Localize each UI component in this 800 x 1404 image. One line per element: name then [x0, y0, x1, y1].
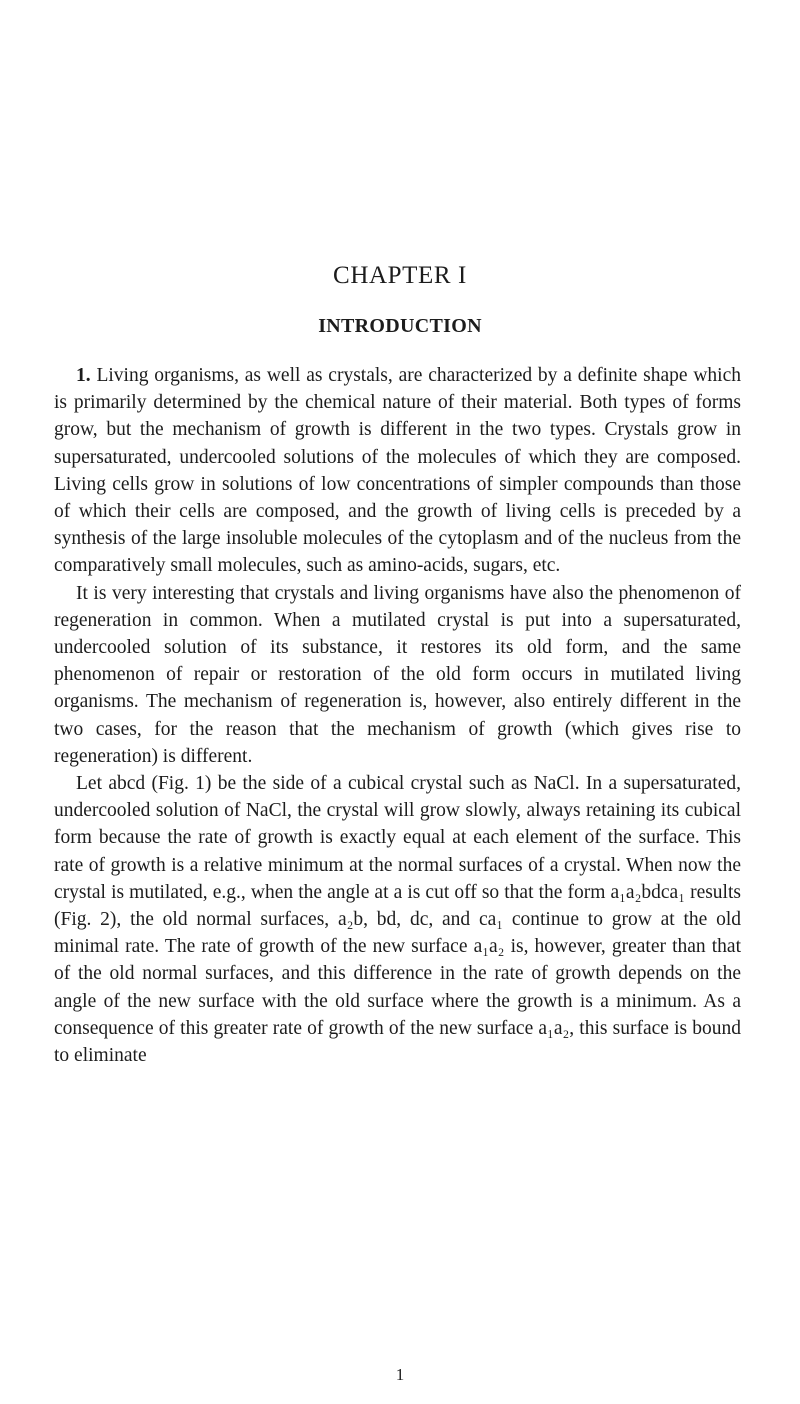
paragraph-1-number: 1. — [76, 365, 91, 386]
chapter-title: INTRODUCTION — [318, 315, 482, 337]
page-number: 1 — [395, 1365, 405, 1384]
paragraph-3 — [54, 770, 741, 1069]
paragraph-3-text: Let abcd (Fig. 1) be the side of a cubical crystal such as NaCl. In a supersaturated, undercooled solution of NaCl, the crystal will grow slowly, always retaining its cubical form because the rate of growth is exactly equal at each element of the surface. This rate of growth is a relative minimum at the normal surfaces of a crystal. When now the crystal is mutilated, e.g., when the angle at a is cut off so that the form a₁a₂bdca₁ results (Fig. 2), the old normal surfaces, a₂b, bd, dc, and ca₁ continue to grow at the old minimal rate. The rate of growth of the new surface a₁a₂ is, however, greater than that of the old normal surfaces, and this difference in the rate of growth depends on the angle of the new surface with the old surface where the growth is a minimum. As a consequence of this greater rate of growth of the new surface a₁a₂, this surface is bound to eliminate — [54, 773, 741, 1067]
chapter-label: CHAPTER I — [333, 262, 467, 289]
paragraph-1-text: Living organisms, as well as crystals, are characterized by a definite shape which is primarily determined by the chemical nature of their material. Both types of forms grow, but the mechanism of growth is different in the two types. Crystals grow in supersaturated, undercooled solutions of the molecules of which they are composed. Living cells grow in solutions of low concentrations of simpler compounds than those of which their cells are composed, and the growth of living cells is preceded by a synthesis of the large insoluble molecules of the cytoplasm and of the nucleus from the comparatively small molecules, such as amino-acids, sugars, etc. — [54, 365, 741, 577]
paragraph-2 — [54, 580, 741, 770]
paragraph-2-text: It is very interesting that crystals and living organisms have also the phenomenon of regeneration in common. When a mutilated crystal is put into a supersaturated, undercooled solution of its substance, it restores its old form, and the same phenomenon of repair or restoration of the old form occurs in mutilated living organisms. The mechanism of regeneration is, however, also entirely different in the two cases, for the reason that the mechanism of growth (which gives rise to regeneration) is different. — [54, 582, 741, 767]
paragraph-1 — [54, 362, 741, 580]
body-text — [54, 362, 741, 1069]
